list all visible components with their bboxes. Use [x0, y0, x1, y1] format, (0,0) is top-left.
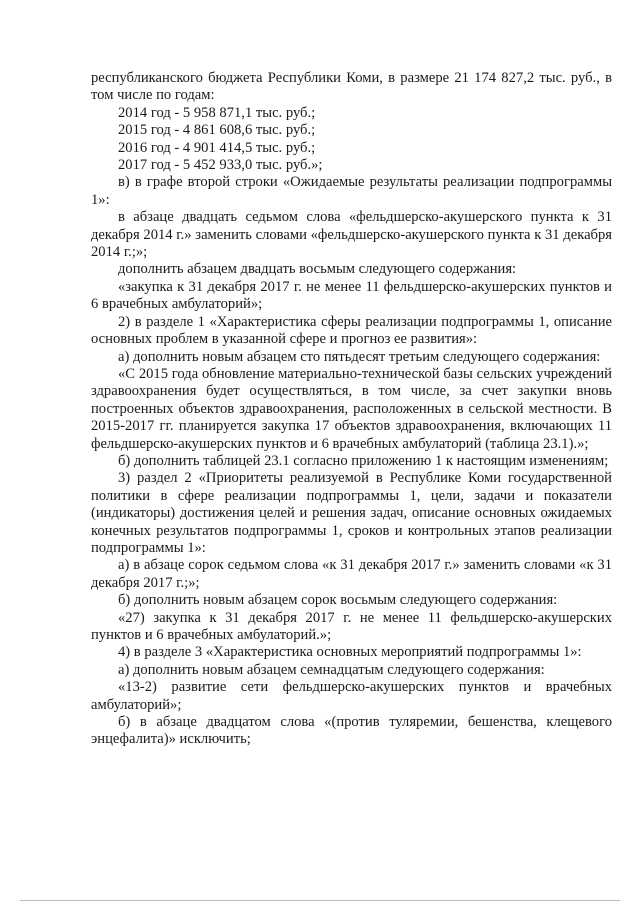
- budget-year-line: 2016 год - 4 901 414,5 тыс. руб.;: [118, 139, 316, 156]
- document-paragraph: «13-2) развитие сети фельдшерско-акушерских пунктов и врачебных амбулаторий»;: [91, 679, 612, 713]
- budget-year-line: 2014 год - 5 958 871,1 тыс. руб.;: [118, 104, 316, 121]
- document-paragraph: б) в абзаце двадцатом слова «(против туляремии, бешенства, клещевого энцефалита)» исключить;: [91, 714, 612, 748]
- document-paragraph: в) в графе второй строки «Ожидаемые результаты реализации подпрограммы 1»:: [91, 174, 612, 208]
- document-paragraph: 3) раздел 2 «Приоритеты реализуемой в Республике Коми государственной политики в сфере реализации подпрограммы 1, цели, задачи и показатели (индикаторы) достижения целей и решения задач, описание основных ожидаемых конечных результатов подпрограммы 1, сроков и контрольных этапов реализации подпрограммы 1»:: [91, 470, 612, 556]
- budget-year-line: 2017 год - 5 452 933,0 тыс. руб.»;: [118, 157, 323, 174]
- document-paragraph: б) дополнить новым абзацем сорок восьмым следующего содержания:: [118, 592, 558, 609]
- document-paragraph: в абзаце двадцать седьмом слова «фельдшерско-акушерского пункта к 31 декабря 2014 г.» заменить словами «фельдшерско-акушерского пункта к 31 декабря 2014 г.;»;: [91, 209, 612, 261]
- document-paragraph: 4) в разделе 3 «Характеристика основных мероприятий подпрограммы 1»:: [118, 644, 582, 661]
- budget-year-line: 2015 год - 4 861 608,6 тыс. руб.;: [118, 122, 316, 139]
- document-body: [91, 70, 612, 749]
- document-paragraph: а) дополнить новым абзацем сто пятьдесят третьим следующего содержания:: [118, 348, 601, 365]
- document-paragraph: «27) закупка к 31 декабря 2017 г. не менее 11 фельдшерско-акушерских пунктов и 6 врачебных амбулаторий.»;: [91, 609, 612, 643]
- document-paragraph: республиканского бюджета Республики Коми, в размере 21 174 827,2 тыс. руб., в том числе по годам:: [91, 70, 612, 104]
- page-divider: [20, 900, 620, 901]
- document-paragraph: 2) в разделе 1 «Характеристика сферы реализации подпрограммы 1, описание основных проблем в указанной сфере и прогноз ее развития»:: [91, 313, 612, 348]
- document-paragraph: «С 2015 года обновление материально-технической базы сельских учреждений здравоохранения будет осуществляться, в том числе, за счет закупки вновь построенных объектов здравоохранения, расположенных в сельской местности. В 2015-2017 гг. планируется закупка 17 объектов здравоохранения, включающих 11 фельдшерско-акушерских пунктов и 6 врачебных амбулаторий (таблица 23.1).»;: [91, 365, 612, 452]
- document-paragraph: «закупка к 31 декабря 2017 г. не менее 11 фельдшерско-акушерских пунктов и 6 врачебных амбулаторий»;: [91, 278, 612, 313]
- document-paragraph: дополнить абзацем двадцать восьмым следующего содержания:: [118, 261, 517, 278]
- document-paragraph: а) в абзаце сорок седьмом слова «к 31 декабря 2017 г.» заменить словами «к 31 декабря 2017 г.;»;: [91, 557, 612, 591]
- document-paragraph: б) дополнить таблицей 23.1 согласно приложению 1 к настоящим изменениям;: [118, 452, 609, 469]
- document-paragraph: а) дополнить новым абзацем семнадцатым следующего содержания:: [118, 661, 545, 678]
